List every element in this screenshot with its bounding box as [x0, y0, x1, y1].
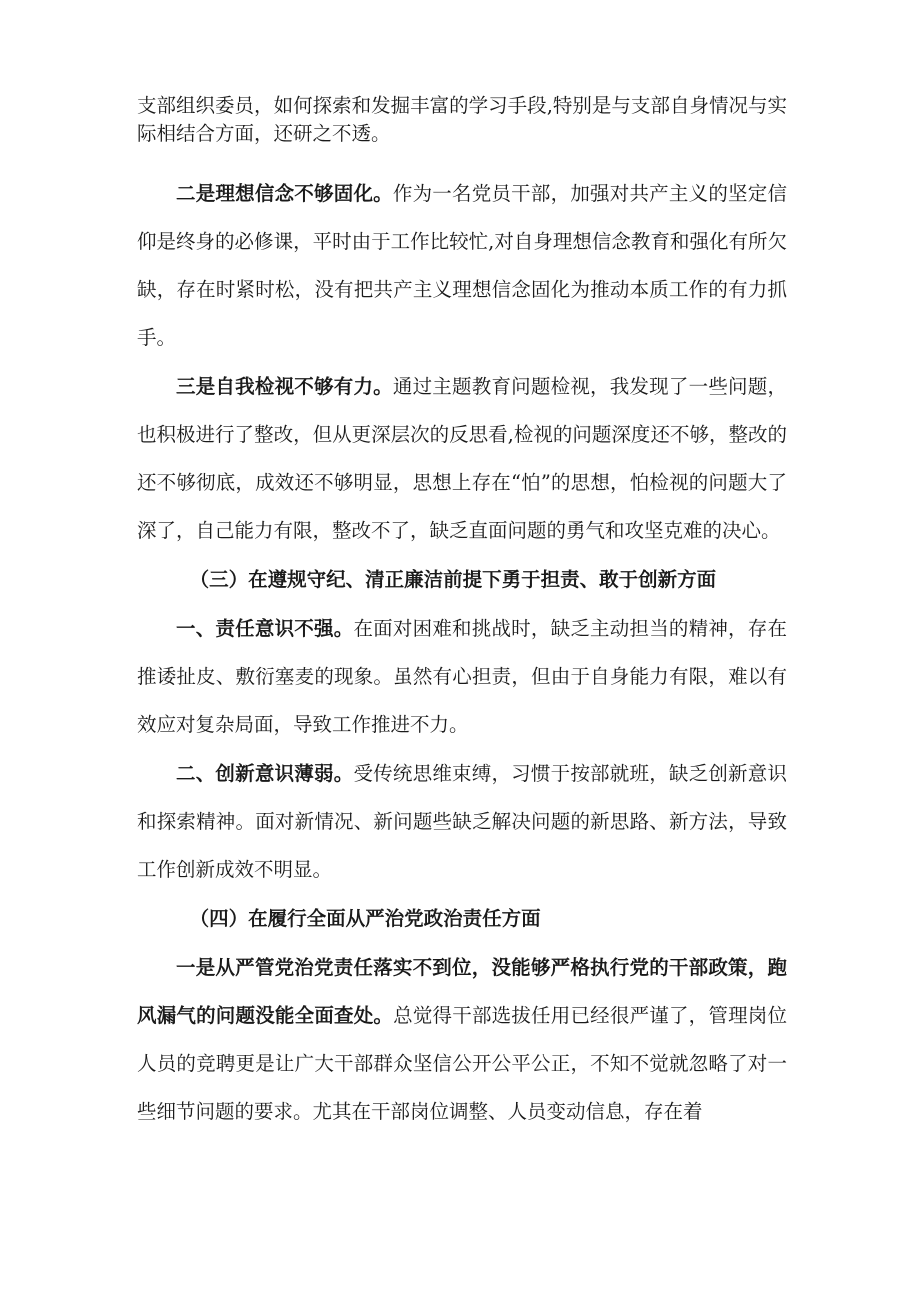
paragraph-ideals-beliefs [137, 170, 787, 362]
section-heading-four: （四）在履行全面从严治党政治责任方面 [189, 907, 541, 930]
paragraph-lead: 一、责任意识不强。 [176, 617, 354, 640]
paragraph-text: 在面对困难和挑战时，缺乏主动担当的精神，存在推诿扯皮、敷衍塞麦的现象。虽然有心担责，但由于自身能力有限，难以有效应对复杂局面，导致工作推进不力。 [137, 617, 787, 736]
paragraph-party-governance [137, 944, 787, 1136]
paragraph-text: 通过主题教育问题检视，我发现了一些问题，也积极进行了整改，但从更深层次的反思看,检视的问题深度还不够，整改的还不够彻底，成效还不够明显，思想上存在“怕”的思想，怕检视的问题大了深了，自己能力有限，整改不了，缺乏直面问题的勇气和攻坚克难的决心。 [137, 375, 787, 542]
paragraph-text: 支部组织委员，如何探索和发掘丰富的学习手段,特别是与支部自身情况与实际相结合方面，还研之不透。 [137, 94, 787, 145]
paragraph-study-methods [137, 92, 787, 148]
section-heading-three: （三）在遵规守纪、清正廉洁前提下勇于担责、敢于创新方面 [189, 568, 717, 591]
paragraph-lead: 二、创新意识薄弱。 [176, 762, 354, 785]
paragraph-self-inspection [137, 363, 787, 555]
paragraph-text: 受传统思维束缚，习惯于按部就班，缺乏创新意识和探索精神。面对新情况、新问题些缺乏解决问题的新思路、新方法，导致工作创新成效不明显。 [137, 762, 787, 881]
paragraph-lead: 一是从严管党治党责任落实不到位，没能够严格执行党的干部政策，跑风漏气的问题没能全面查处。 [137, 956, 787, 1027]
paragraph-lead: 二是理想信念不够固化。 [176, 182, 393, 205]
paragraph-lead: 三是自我检视不够有力。 [176, 375, 393, 398]
paragraph-text: 总觉得干部选拔任用已经很严谨了，管理岗位人员的竞聘更是让广大干部群众坚信公开公平公正，不知不觉就忽略了对一些细节问题的要求。尤其在干部岗位调整、人员变动信息，存在着 [137, 1004, 787, 1123]
paragraph-text: 作为一名党员干部，加强对共产主义的坚定信仰是终身的必修课，平时由于工作比较忙,对自身理想信念教育和强化有所欠缺，存在时紧时松，没有把共产主义理想信念固化为推动本质工作的有力抓手。 [137, 182, 787, 349]
document-body [137, 92, 787, 1137]
paragraph-responsibility [137, 605, 787, 749]
paragraph-innovation [137, 750, 787, 894]
